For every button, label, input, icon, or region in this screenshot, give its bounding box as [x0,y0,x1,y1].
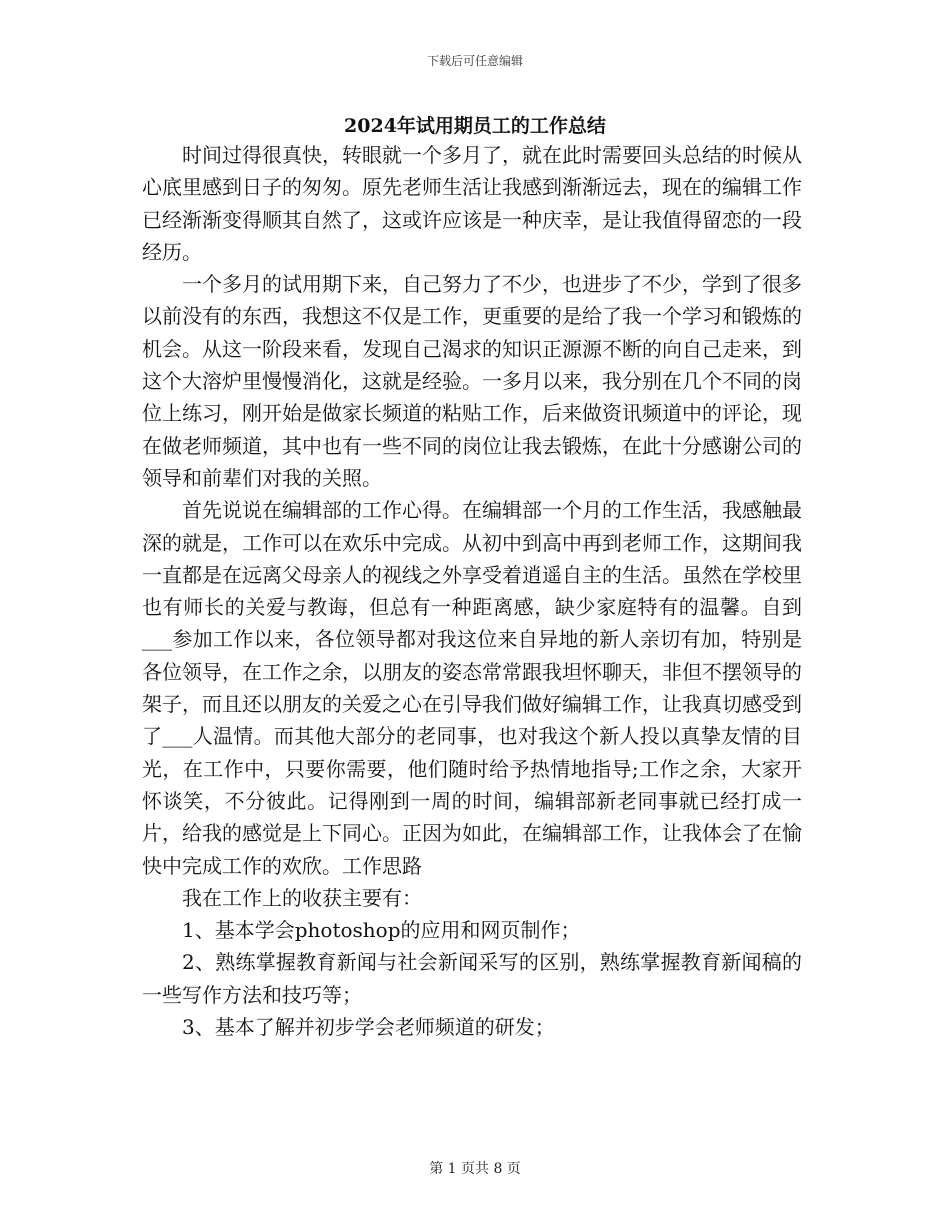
paragraph: 一个多月的试用期下来，自己努力了不少，也进步了不少，学到了很多以前没有的东西，我想这不仅是工作，更重要的是给了我一个学习和锻炼的机会。从这一阶段来看，发现自己渴求的知识正源源不断的向自己走来，到这个大溶炉里慢慢消化，这就是经验。一多月以来，我分别在几个不同的岗位上练习，刚开始是做家长频道的粘贴工作，后来做资讯频道中的评论，现在做老师频道，其中也有一些不同的岗位让我去锻炼，在此十分感谢公司的领导和前辈们对我的关照。 [142,272,802,490]
document-title: 2024年试用期员工的工作总结 [344,115,606,137]
paragraph: 我在工作上的收获主要有： [182,885,422,910]
list-item: 1、基本学会photoshop的应用和网页制作； [182,918,581,943]
list-item: 2、熟练掌握教育新闻与社会新闻采写的区别，熟练掌握教育新闻稿的一些写作方法和技巧等； [142,950,802,1007]
paragraph: 首先说说在编辑部的工作心得。在编辑部一个月的工作生活，我感触最深的就是，工作可以在欢乐中完成。从初中到高中再到老师工作，这期间我一直都是在远离父母亲人的视线之外享受着逍遥自主的生活。虽然在学校里也有师长的关爱与教诲，但总有一种距离感，缺少家庭特有的温馨。自到___参加工作以来，各位领导都对我这位来自异地的新人亲切有加，特别是各位领导，在工作之余，以朋友的姿态常常跟我坦怀聊天，非但不摆领导的架子，而且还以朋友的关爱之心在引导我们做好编辑工作，让我真切感受到了___人温情。而其他大部分的老同事，也对我这个新人投以真挚友情的目光，在工作中，只要你需要，他们随时给予热情地指导;工作之余，大家开怀谈笑，不分彼此。记得刚到一周的时间，编辑部新老同事就已经打成一片，给我的感觉是上下同心。正因为如此，在编辑部工作，让我体会了在愉快中完成工作的欢欣。工作思路 [142,498,802,878]
paragraph: 时间过得很真快，转眼就一个多月了，就在此时需要回头总结的时候从心底里感到日子的匆匆。原先老师生活让我感到渐渐远去，现在的编辑工作已经渐渐变得顺其自然了，这或许应该是一种庆幸，是让我值得留恋的一段经历。 [142,143,802,264]
page-footer: 第 1 页共 8 页 [429,1161,521,1177]
page-header: 下载后可任意编辑 [426,54,523,68]
document-body [142,139,802,1043]
list-item: 3、基本了解并初步学会老师频道的研发； [182,1015,555,1040]
